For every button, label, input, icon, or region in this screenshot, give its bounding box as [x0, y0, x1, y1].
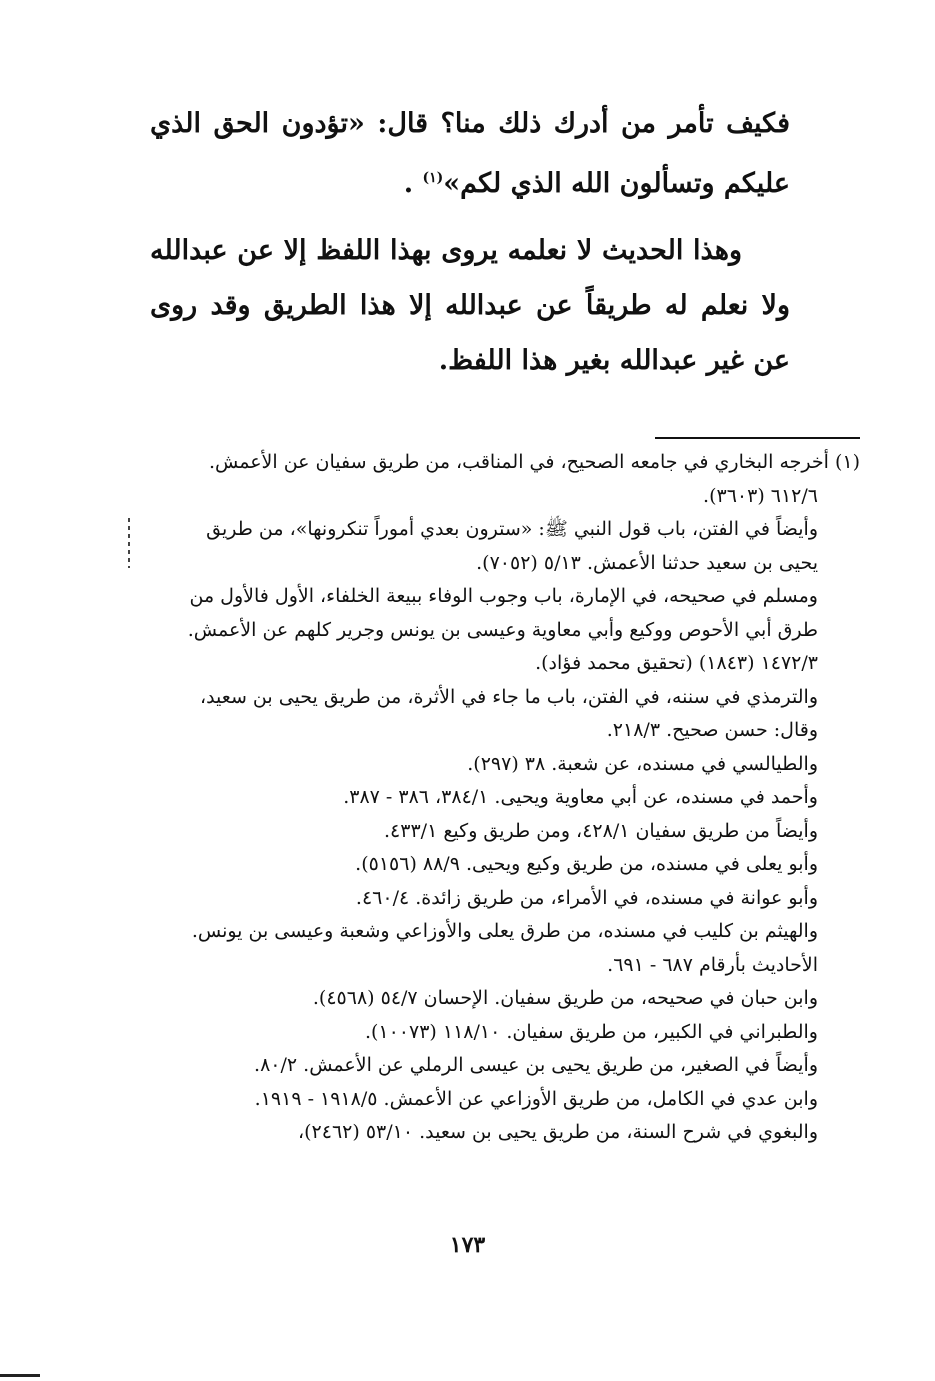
- paragraph-1-end: .: [403, 168, 414, 199]
- footnote-line: وأيضاً من طريق سفيان ٤٢٨/١، ومن طريق وكيع ٤٣٣/١.: [384, 819, 818, 842]
- footnote-line: وابن حبان في صحيحه، من طريق سفيان. الإحسان ٥٤/٧ (٤٥٦٨).: [312, 987, 818, 1009]
- footnote-line: ٦١٢/٦ (٣٦٠٣).: [703, 484, 818, 507]
- footnote-ref: (١): [422, 170, 444, 186]
- paragraph-1-text: فكيف تأمر من أدرك ذلك منا؟ قال: «تؤدون الحق الذي عليكم وتسألون الله الذي لكم»: [150, 108, 790, 199]
- paragraph-2: وهذا الحديث لا نعلمه يروى بهذا اللفظ إلا عن عبدالله ولا نعلم له طريقاً عن عبدالله إلا هذا الطريق وقد روى عن غير عبدالله بغير هذا اللفظ.: [150, 235, 790, 376]
- footnote-line: وأيضاً في الصغير، من طريق يحيى بن عيسى الرملي عن الأعمش. ٨٠/٢.: [254, 1054, 818, 1076]
- footnote-line: وأيضاً في الفتن، باب قول النبي ﷺ: «سترون بعدي أموراً تنكرونها»، من طريق: [206, 518, 818, 540]
- footnote-line: يحيى بن سعيد حدثنا الأعمش. ٥/١٣ (٧٠٥٢).: [476, 551, 818, 574]
- page-number: ١٧٣: [449, 1232, 486, 1258]
- footnote-line: والطيالسي في مسنده، عن شعبة. ٣٨ (٢٩٧).: [467, 752, 818, 775]
- footnote-line: الأحاديث بأرقام ٦٨٧ - ٦٩١.: [607, 953, 818, 976]
- main-text: [150, 96, 790, 400]
- footnote-line: وأحمد في مسنده، عن أبي معاوية ويحيى. ٣٨٤/١، ٣٨٦ - ٣٨٧.: [343, 786, 818, 808]
- footnotes: [150, 446, 860, 1150]
- paragraph-1: [150, 96, 790, 211]
- footnote-line: (١) أخرجه البخاري في جامعه الصحيح، في المناقب، من طريق سفيان عن الأعمش.: [208, 451, 860, 473]
- footnote-line: ومسلم في صحيحه، في الإمارة، باب وجوب الوفاء ببيعة الخلفاء، الأول فالأول من: [189, 585, 818, 607]
- footnote-line: وقال: حسن صحيح. ٢١٨/٣.: [606, 719, 818, 741]
- footnote-line: ١٤٧٢/٣ (١٨٤٣) (تحقيق محمد فؤاد).: [535, 652, 818, 674]
- footnote-line: والبغوي في شرح السنة، من طريق يحيى بن سعيد. ٥٣/١٠ (٢٤٦٢)،: [298, 1121, 818, 1143]
- footnote-line: والهيثم بن كليب في مسنده، من طرق يعلى والأوزاعي وشعبة وعيسى بن يونس.: [191, 920, 818, 942]
- footnote-line: والطبراني في الكبير، من طريق سفيان. ١١٨/١٠ (١٠٠٧٣).: [364, 1020, 818, 1043]
- footnote-line: وأبو عوانة في مسنده، في الأمراء، من طريق زائدة. ٤٦٠/٤.: [355, 886, 818, 909]
- footnote-line: والترمذي في سننه، في الفتن، باب ما جاء في الأثرة، من طريق يحيى بن سعيد،: [199, 685, 818, 708]
- footnote-line: وأبو يعلى في مسنده، من طريق وكيع ويحيى. ٨٨/٩ (٥١٥٦).: [355, 853, 818, 875]
- margin-mark: [128, 518, 130, 568]
- scan-mark: [0, 1374, 40, 1377]
- footnote-line: وابن عدي في الكامل، من طريق الأوزاعي عن الأعمش. ١٩١٨/٥ - ١٩١٩.: [254, 1087, 818, 1110]
- footnote-separator: [655, 437, 860, 439]
- footnote-line: طرق أبي الأحوص ووكيع وأبي معاوية وعيسى بن يونس وجرير كلهم عن الأعمش.: [187, 618, 818, 641]
